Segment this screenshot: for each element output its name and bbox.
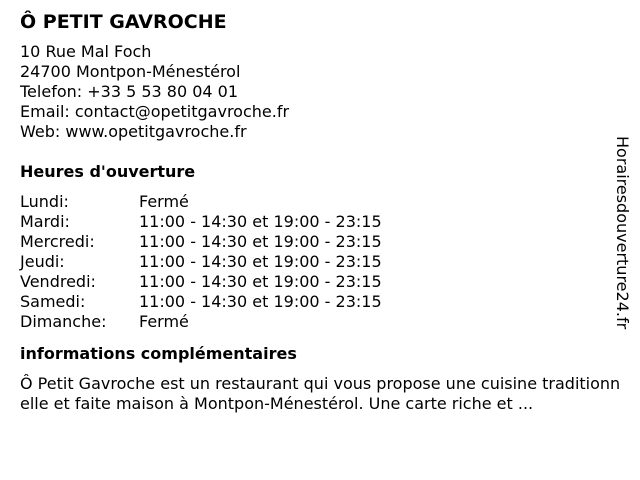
day-hours: Fermé: [139, 312, 189, 331]
day-label: Vendredi:: [20, 272, 96, 291]
hours-row-sunday: [20, 312, 620, 332]
day-label: Jeudi:: [20, 252, 65, 271]
day-hours: 11:00 - 14:30 et 19:00 - 23:15: [139, 232, 382, 251]
opening-hours-heading: Heures d'ouverture: [20, 162, 196, 181]
business-name: Ô PETIT GAVROCHE: [20, 11, 227, 33]
additional-info-heading: informations complémentaires: [20, 344, 297, 363]
opening-hours-list: [20, 192, 620, 332]
hours-row-friday: [20, 272, 620, 292]
day-label: Samedi:: [20, 292, 86, 311]
address-street: 10 Rue Mal Foch: [20, 42, 152, 61]
hours-row-thursday: [20, 252, 620, 272]
restaurant-description: Ô Petit Gavroche est un restaurant qui vous propose une cuisine traditionnelle et faite maison à Montpon-Ménestérol. Une carte riche et ...: [20, 374, 621, 413]
day-label: Mercredi:: [20, 232, 95, 251]
hours-row-saturday: [20, 292, 620, 312]
day-hours: 11:00 - 14:30 et 19:00 - 23:15: [139, 272, 382, 291]
website-address: Web: www.opetitgavroche.fr: [20, 122, 247, 141]
site-watermark: Horairesdouverture24.fr: [613, 136, 632, 330]
phone-number: Telefon: +33 5 53 80 04 01: [20, 82, 239, 101]
address-city: 24700 Montpon-Ménestérol: [20, 62, 241, 81]
day-label: Dimanche:: [20, 312, 107, 331]
hours-row-wednesday: [20, 232, 620, 252]
day-label: Lundi:: [20, 192, 69, 211]
day-hours: Fermé: [139, 192, 189, 211]
day-hours: 11:00 - 14:30 et 19:00 - 23:15: [139, 292, 382, 311]
day-hours: 11:00 - 14:30 et 19:00 - 23:15: [139, 252, 382, 271]
business-card: [20, 8, 620, 414]
hours-row-monday: [20, 192, 620, 212]
day-hours: 11:00 - 14:30 et 19:00 - 23:15: [139, 212, 382, 231]
email-address: Email: contact@opetitgavroche.fr: [20, 102, 290, 121]
hours-row-tuesday: [20, 212, 620, 232]
day-label: Mardi:: [20, 212, 70, 231]
